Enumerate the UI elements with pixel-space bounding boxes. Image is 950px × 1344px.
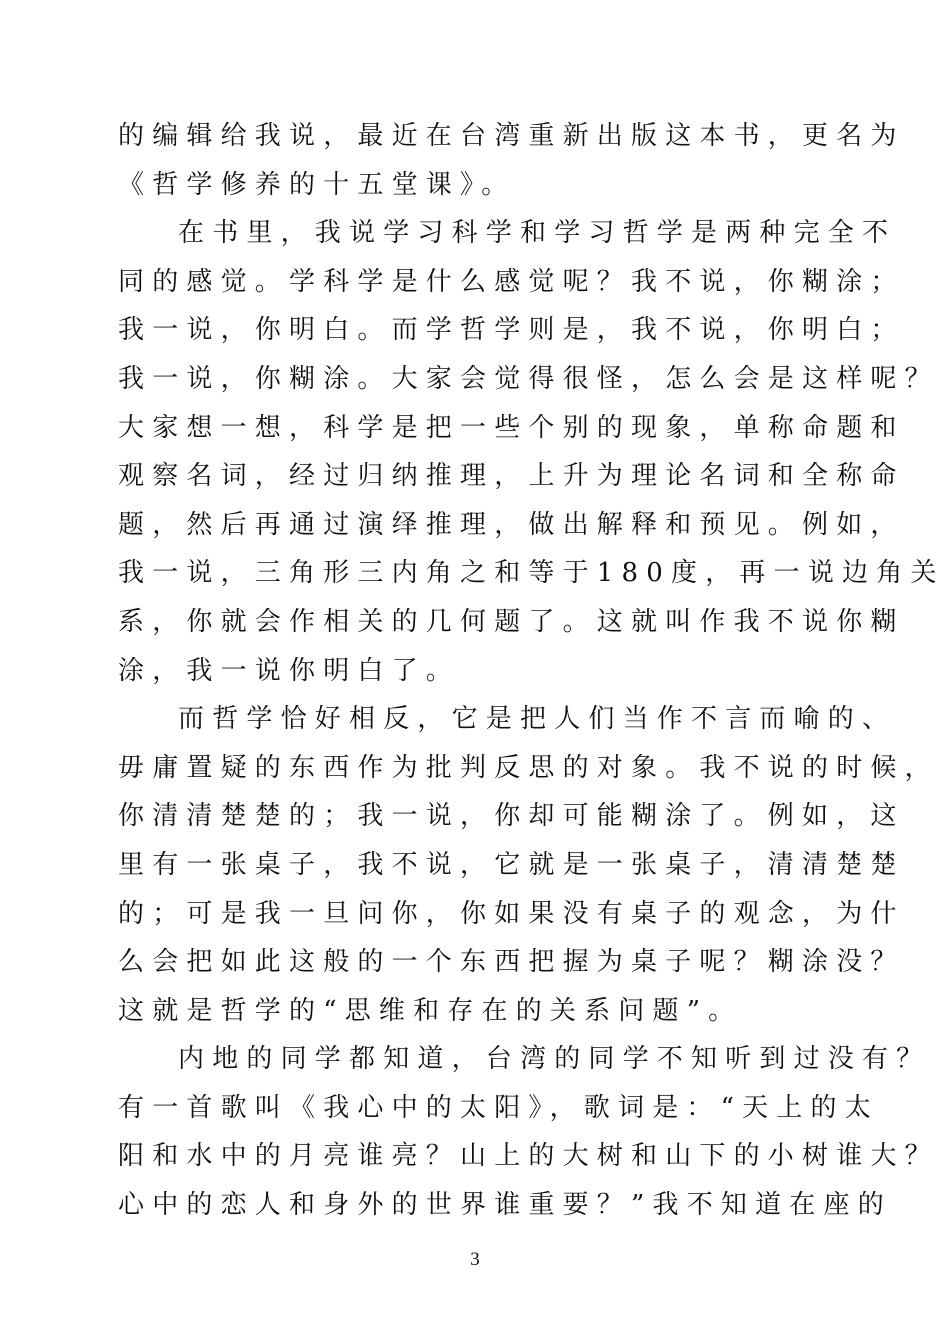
text-line: 这就是哲学的“思维和存在的关系问题”。 [118, 995, 743, 1026]
text-line: 我一说，你明白。而学哲学则是，我不说，你明白； [118, 315, 905, 346]
text-line: 同的感觉。学科学是什么感觉呢？我不说，你糊涂； [118, 266, 905, 297]
text-line: 毋庸置疑的东西作为批判反思的对象。我不说的时候， [118, 752, 939, 783]
text-line: 的编辑给我说，最近在台湾重新出版这本书，更名为 [118, 121, 905, 151]
paragraph-start-line: 在书里，我说学习科学和学习哲学是两种完全不 [178, 218, 897, 249]
text-line: 系，你就会作相关的几何题了。这就叫作我不说你糊 [118, 606, 905, 637]
text-line: 我一说，你糊涂。大家会觉得很怪，怎么会是这样呢？ [118, 363, 939, 394]
text-line: 有一首歌叫《我心中的太阳》，歌词是：“天上的太 [118, 1092, 879, 1123]
text-line: 的；可是我一旦问你，你如果没有桌子的观念，为什 [118, 898, 905, 929]
text-line: 题，然后再通过演绎推理，做出解释和预见。例如， [118, 509, 905, 540]
text-line: 大家想一想，科学是把一些个别的现象，单称命题和 [118, 412, 905, 443]
paragraph-start-line: 而哲学恰好相反，它是把人们当作不言而喻的、 [178, 704, 897, 735]
text-line: 心中的恋人和身外的世界谁重要？”我不知道在座的 [118, 1190, 892, 1221]
text-line: 《哲学修养的十五堂课》。 [118, 169, 516, 200]
text-line: 观察名词，经过归纳推理，上升为理论名词和全称命 [118, 461, 905, 492]
body-text [118, 112, 945, 1230]
text-line: 阳和水中的月亮谁亮？山上的大树和山下的小树谁大？ [118, 1141, 939, 1172]
page-number: 3 [470, 1249, 480, 1270]
paragraph-start-line: 内地的同学都知道，台湾的同学不知听到过没有？ [178, 1044, 931, 1075]
text-line: 我一说，三角形三内角之和等于180度，再一说边角关 [118, 558, 945, 589]
text-line: 涂，我一说你明白了。 [118, 655, 461, 686]
text-line: 里有一张桌子，我不说，它就是一张桌子，清清楚楚 [118, 849, 905, 880]
text-line: 你清清楚楚的；我一说，你却可能糊涂了。例如，这 [118, 801, 905, 832]
text-line: 么会把如此这般的一个东西把握为桌子呢？糊涂没？ [118, 947, 905, 978]
